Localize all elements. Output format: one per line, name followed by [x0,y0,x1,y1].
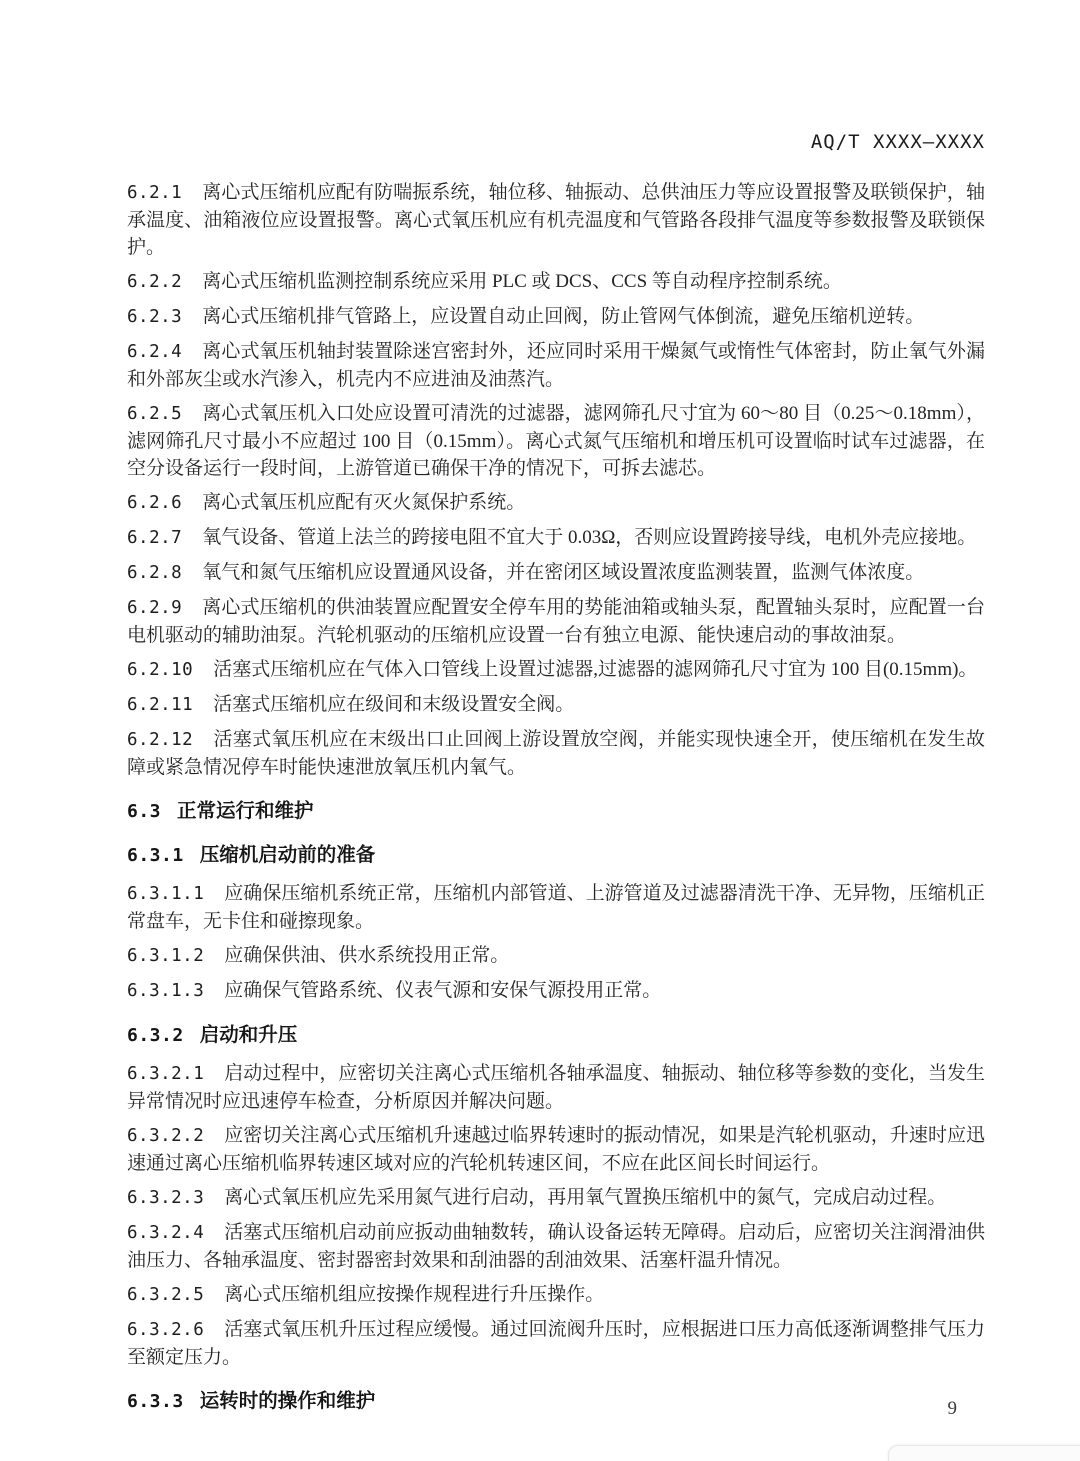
clause-text: 应确保气管路系统、仪表气源和安保气源投用正常。 [224,980,662,1001]
clause-number: 6.2.6 [127,493,183,513]
clause-text: 活塞式氧压机升压过程应缓慢。通过回流阀升压时，应根据进口压力高低逐渐调整排气压力至额定压力。 [127,1319,985,1368]
clause-number: 6.2.4 [127,342,183,362]
clause-paragraph [127,268,985,296]
clause-paragraph [127,726,985,781]
clause-paragraph [127,524,985,552]
clause-text: 离心式氧压机应先采用氮气进行启动，再用氧气置换压缩机中的氮气，完成启动过程。 [224,1187,947,1208]
clause-text: 应确保压缩机系统正常，压缩机内部管道、上游管道及过滤器清洗干净、无异物，压缩机正常盘车，无卡住和碰擦现象。 [127,883,985,932]
clause-paragraph [127,400,985,482]
clause-text: 活塞式压缩机启动前应扳动曲轴数转，确认设备运转无障碍。启动后，应密切关注润滑油供油压力、各轴承温度、密封器密封效果和刮油器的刮油效果、活塞杆温升情况。 [127,1222,985,1271]
clause-text: 活塞式压缩机应在级间和末级设置安全阀。 [213,694,575,715]
heading-number: 6.3.3 [127,1391,184,1412]
clause-paragraph [127,1219,985,1274]
scan-corner-artifact [888,1445,1080,1461]
clause-number: 6.3.1.2 [127,946,205,966]
section-heading [127,798,985,825]
doc-code-header: AQ/T XXXX—XXXX [810,131,985,153]
clause-paragraph [127,942,985,970]
clause-paragraph [127,1184,985,1212]
clause-number: 6.3.2.3 [127,1188,205,1208]
clause-paragraph [127,1060,985,1115]
clause-text: 离心式氧压机应配有灭火氮保护系统。 [202,492,526,513]
clause-number: 6.2.11 [127,695,194,715]
clause-paragraph [127,656,985,684]
clause-number: 6.2.7 [127,528,183,548]
section-heading [127,1388,985,1415]
clause-text: 离心式压缩机组应按操作规程进行升压操作。 [224,1284,605,1305]
clause-paragraph [127,1122,985,1177]
clause-number: 6.2.8 [127,563,183,583]
clause-number: 6.3.2.2 [127,1126,205,1146]
clause-text: 离心式压缩机应配有防喘振系统，轴位移、轴振动、总供油压力等应设置报警及联锁保护，轴承温度、油箱液位应设置报警。离心式氧压机应有机壳温度和气管路各段排气温度等参数报警及联锁保护。 [127,182,985,258]
clause-number: 6.3.1.1 [127,884,205,904]
heading-text: 运转时的操作和维护 [199,1390,376,1412]
heading-number: 6.3 [127,801,162,822]
clause-text: 活塞式压缩机应在气体入口管线上设置过滤器,过滤器的滤网筛孔尺寸宜为 100 目(0.15mm)。 [213,659,978,680]
heading-text: 正常运行和维护 [177,800,314,822]
clause-text: 离心式压缩机的供油装置应配置安全停车用的势能油箱或轴头泵，配置轴头泵时，应配置一台电机驱动的辅助油泵。汽轮机驱动的压缩机应设置一台有独立电源、能快速启动的事故油泵。 [127,597,985,646]
heading-text: 压缩机启动前的准备 [199,844,376,866]
clause-number: 6.2.3 [127,307,183,327]
section-heading [127,1022,985,1049]
clause-paragraph [127,594,985,649]
clause-paragraph [127,179,985,261]
clause-number: 6.2.5 [127,404,183,424]
section-heading [127,842,985,869]
clause-number: 6.2.10 [127,660,194,680]
clause-paragraph [127,1316,985,1371]
clause-number: 6.2.12 [127,730,194,750]
clause-number: 6.2.1 [127,183,183,203]
clause-text: 活塞式氧压机应在末级出口止回阀上游设置放空阀，并能实现快速全开，使压缩机在发生故障或紧急情况停车时能快速泄放氧压机内氧气。 [127,729,985,778]
clause-number: 6.2.9 [127,598,183,618]
clause-text: 离心式氧压机入口处应设置可清洗的过滤器，滤网筛孔尺寸宜为 60～80 目（0.25～0.18mm），滤网筛孔尺寸最小不应超过 100 目（0.15mm）。离心式氮气压缩机和增压机可设置临时试车过滤器，在空分设备运行一段时间，上游管道已确保干净的情况下，可拆去滤芯。 [127,403,985,479]
clause-text: 离心式氧压机轴封装置除迷宫密封外，还应同时采用干燥氮气或惰性气体密封，防止氧气外漏和外部灰尘或水汽渗入，机壳内不应进油及油蒸汽。 [127,341,985,390]
clause-paragraph [127,489,985,517]
clause-text: 离心式压缩机排气管路上，应设置自动止回阀，防止管网气体倒流，避免压缩机逆转。 [202,306,925,327]
clause-number: 6.3.2.1 [127,1064,205,1084]
heading-text: 启动和升压 [199,1024,298,1046]
document-body [127,172,985,1426]
clause-paragraph [127,338,985,393]
heading-number: 6.3.1 [127,845,184,866]
clause-paragraph [127,691,985,719]
clause-number: 6.3.2.6 [127,1320,205,1340]
clause-paragraph [127,303,985,331]
clause-number: 6.3.2.5 [127,1285,205,1305]
clause-text: 应密切关注离心式压缩机升速越过临界转速时的振动情况，如果是汽轮机驱动，升速时应迅速通过离心压缩机临界转速区域对应的汽轮机转速区间，不应在此区间长时间运行。 [127,1125,985,1174]
clause-number: 6.3.1.3 [127,981,205,1001]
clause-paragraph [127,559,985,587]
clause-paragraph [127,880,985,935]
clause-paragraph [127,1281,985,1309]
clause-text: 启动过程中，应密切关注离心式压缩机各轴承温度、轴振动、轴位移等参数的变化，当发生异常情况时应迅速停车检查，分析原因并解决问题。 [127,1063,985,1112]
page-number: 9 [947,1398,957,1419]
clause-text: 氧气和氮气压缩机应设置通风设备，并在密闭区域设置浓度监测装置，监测气体浓度。 [202,562,925,583]
clause-number: 6.3.2.4 [127,1223,205,1243]
clause-text: 离心式压缩机监测控制系统应采用 PLC 或 DCS、CCS 等自动程序控制系统。 [202,271,842,292]
heading-number: 6.3.2 [127,1025,184,1046]
clause-text: 氧气设备、管道上法兰的跨接电阻不宜大于 0.03Ω，否则应设置跨接导线，电机外壳应接地。 [202,527,977,548]
clause-text: 应确保供油、供水系统投用正常。 [224,945,510,966]
clause-paragraph [127,977,985,1005]
clause-number: 6.2.2 [127,272,183,292]
